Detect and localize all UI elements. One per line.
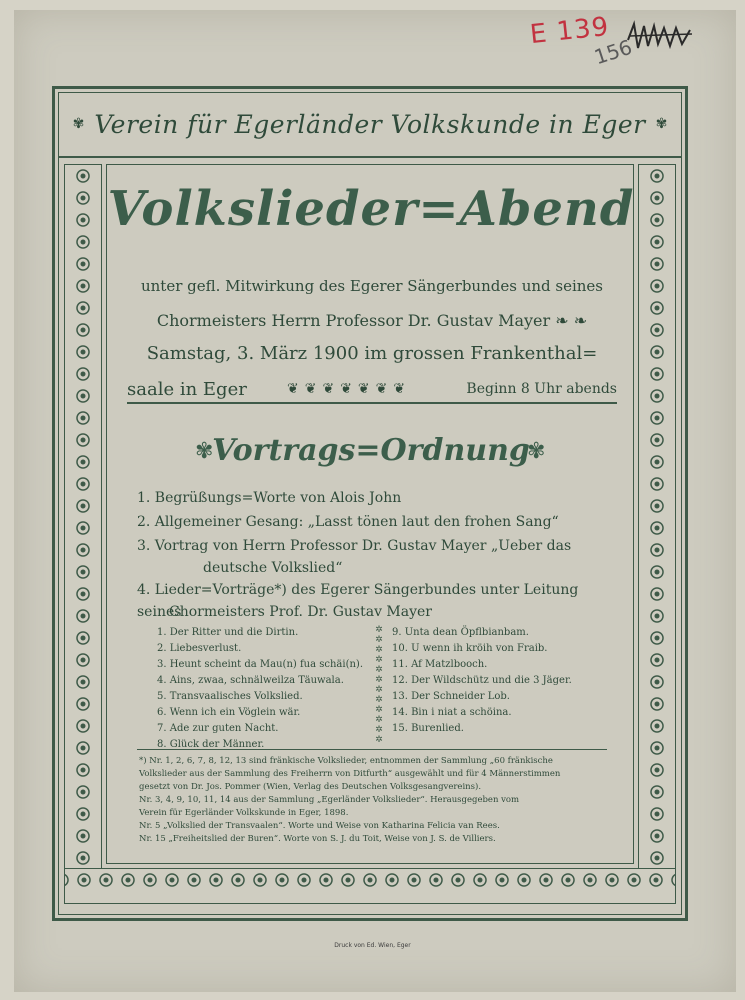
archive-code-red: E 139 — [528, 11, 611, 51]
list-item: 7. Ade zur guten Nacht. — [157, 723, 279, 734]
event-title: Volkslieder=Abend — [107, 181, 635, 237]
flower-ornament-icon: ✾ — [527, 439, 546, 464]
list-item: 9. Unta dean Öpflbianbam. — [392, 627, 529, 638]
footnotes — [139, 755, 609, 846]
program-item-4: 4. Lieder=Vorträge*) des Egerer Sängerbundes unter Leitung seines — [137, 582, 579, 620]
footnote-line: Nr. 3, 4, 9, 10, 11, 14 aus der Sammlung „Egerländer Volkslieder“. Herausgegeben vom — [139, 795, 520, 805]
song-list-right — [392, 625, 612, 737]
header-band — [58, 92, 682, 158]
program-item-3: 3. Vortrag von Herrn Professor Dr. Gustav Mayer „Ueber das — [137, 538, 572, 554]
event-line-2-text: Chormeisters Herrn Professor Dr. Gustav Mayer — [156, 311, 551, 330]
content-panel — [106, 164, 634, 864]
flower-ornament-icon: ✾ — [655, 116, 668, 132]
footnote-line: *) Nr. 1, 2, 6, 7, 8, 12, 13 sind fränkische Volkslieder, entnommen der Sammlung „60 fränkische — [139, 756, 553, 766]
list-item: 8. Glück der Männer. — [157, 739, 265, 750]
event-start-time: Beginn 8 Uhr abends — [466, 381, 617, 397]
song-list-left — [157, 625, 372, 753]
list-item: 6. Wenn ich ein Vöglein wär. — [157, 707, 301, 718]
divider-rule — [127, 402, 617, 404]
society-name: Verein für Egerländer Volkskunde in Eger — [94, 109, 646, 139]
list-item: 12. Der Wildschütz und die 3 Jäger. — [392, 675, 572, 686]
program-item-2: 2. Allgemeiner Gesang: „Lasst tönen laut den frohen Sang“ — [137, 514, 559, 530]
list-item: 3. Heunt scheint da Mau(n) fua schäi(n). — [157, 659, 364, 670]
ornamental-border-bottom — [64, 868, 676, 904]
list-item: 5. Transvaalisches Volkslied. — [157, 691, 303, 702]
event-line-3: Samstag, 3. März 1900 im grossen Frankenthal= — [146, 343, 598, 364]
printer-imprint: Druck von Ed. Wien, Eger — [334, 942, 411, 949]
list-item: 4. Ains, zwaa, schnälweilza Täuwala. — [157, 675, 344, 686]
archive-number-gray: 156 — [591, 34, 635, 70]
footnote-line: Verein für Egerländer Volkskunde in Eger, 1898. — [139, 808, 349, 818]
footnote-line: Nr. 15 „Freiheitslied der Buren“. Worte von S. J. du Toit, Weise von J. S. de Villiers. — [139, 834, 496, 844]
list-item: 15. Burenlied. — [392, 723, 464, 734]
list-item: 1. Der Ritter und die Dirtin. — [157, 627, 299, 638]
program-title: Vortrags=Ordnung — [212, 433, 530, 468]
leaf-ornament-icon: ❧ ❧ — [555, 311, 588, 330]
program-item-1: 1. Begrüßungs=Worte von Alois John — [137, 490, 402, 506]
list-item: 14. Bin i niat a schöina. — [392, 707, 512, 718]
song-divider-ornament-icon: ✲ ✲ ✲ ✲ ✲ ✲ ✲ ✲ ✲ ✲ ✲ ✲ — [375, 625, 383, 745]
footnote-line: Volkslieder aus der Sammlung des Freiherrn von Ditfurth“ ausgewählt und für 4 Männerstimmen — [139, 769, 561, 779]
leaf-row-ornament-icon: ❦❦❦❦❦❦❦ — [287, 381, 412, 397]
event-line-4 — [127, 379, 617, 400]
notes-divider — [137, 749, 607, 750]
list-item: 10. U wenn ih kröih von Fraib. — [392, 643, 548, 654]
ornamental-border-left — [64, 164, 102, 904]
list-item: 2. Liebesverlust. — [157, 643, 242, 654]
list-item: 13. Der Schneider Lob. — [392, 691, 510, 702]
event-venue: saale in Eger — [127, 379, 247, 400]
flower-ornament-icon: ✾ — [195, 439, 214, 464]
event-line-1: unter gefl. Mitwirkung des Egerer Sängerbundes und seines — [140, 277, 603, 295]
footnote-line: Nr. 5 „Volkslied der Transvaalen“. Worte und Weise von Katharina Felicia van Rees. — [139, 821, 500, 831]
event-line-2 — [127, 311, 617, 330]
list-item: 11. Af Matzlbooch. — [392, 659, 488, 670]
footnote-line: gesetzt von Dr. Jos. Pommer (Wien, Verlag des Deutschen Volksgesangvereins). — [139, 782, 482, 792]
ornamental-border-right — [638, 164, 676, 904]
program-item-4-cont: Chormeisters Prof. Dr. Gustav Mayer — [169, 604, 432, 620]
flower-ornament-icon: ✾ — [72, 116, 85, 132]
program-item-3-cont: deutsche Volkslied“ — [203, 560, 343, 576]
scribble-mark — [626, 20, 696, 54]
